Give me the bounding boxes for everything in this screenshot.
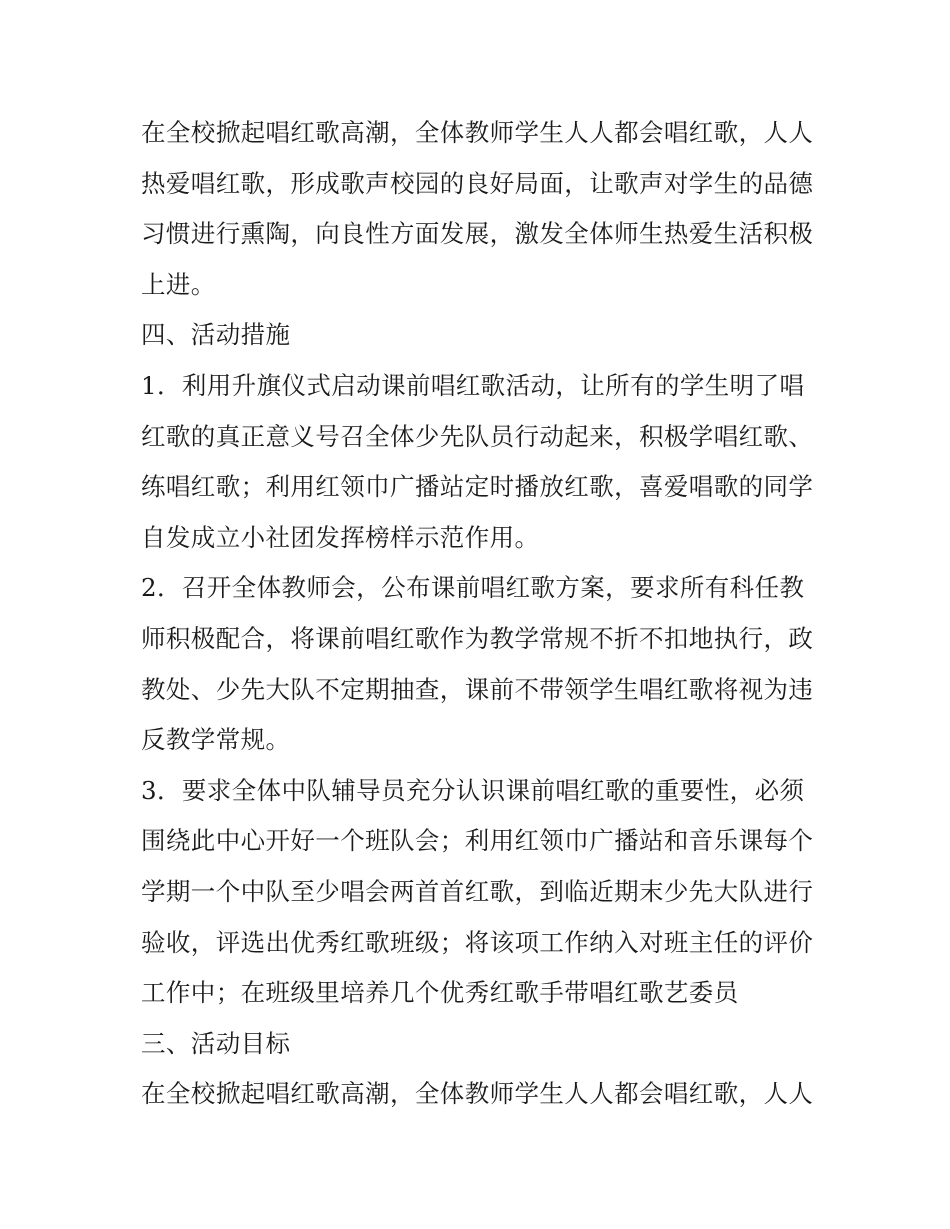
text-line: 热爱唱红歌，形成歌声校园的良好局面，让歌声对学生的品德 [141,168,814,198]
text-line: 教处、少先大队不定期抽查，课前不带领学生唱红歌将视为违 [141,674,814,704]
text-line: 在全校掀起唱红歌高潮，全体教师学生人人都会唱红歌，人人 [141,118,814,147]
text-line: 学期一个中队至少唱会两首首红歌，到临近期末少先大队进行 [141,876,814,906]
section-heading: 四、活动措施 [141,320,291,350]
text-line: 1．利用升旗仪式启动课前唱红歌活动，让所有的学生明了唱 [141,370,805,400]
text-line: 习惯进行熏陶，向良性方面发展，激发全体师生热爱生活积极 [141,219,814,249]
text-line: 在全校掀起唱红歌高潮，全体教师学生人人都会唱红歌，人人 [141,1079,814,1109]
section-heading: 三、活动目标 [141,1028,291,1058]
text-line: 验收，评选出优秀红歌班级；将该项工作纳入对班主任的评价 [141,927,814,957]
document-body [141,108,821,1120]
text-line: 3．要求全体中队辅导员充分认识课前唱红歌的重要性，必须 [141,775,805,805]
text-line: 红歌的真正意义号召全体少先队员行动起来，积极学唱红歌、 [141,421,814,451]
text-line: 工作中；在班级里培养几个优秀红歌手带唱红歌艺委员 [141,978,739,1008]
text-line: 练唱红歌；利用红领巾广播站定时播放红歌，喜爱唱歌的同学 [141,472,814,502]
text-line: 师积极配合，将课前唱红歌作为教学常规不折不扣地执行，政 [141,623,814,653]
text-line: 围绕此中心开好一个班队会；利用红领巾广播站和音乐课每个 [141,826,814,856]
text-line: 2．召开全体教师会，公布课前唱红歌方案，要求所有科任教 [141,573,805,603]
text-line: 反教学常规。 [141,725,291,755]
text-line: 上进。 [141,269,216,299]
text-line: 自发成立小社团发挥榜样示范作用。 [141,522,540,552]
